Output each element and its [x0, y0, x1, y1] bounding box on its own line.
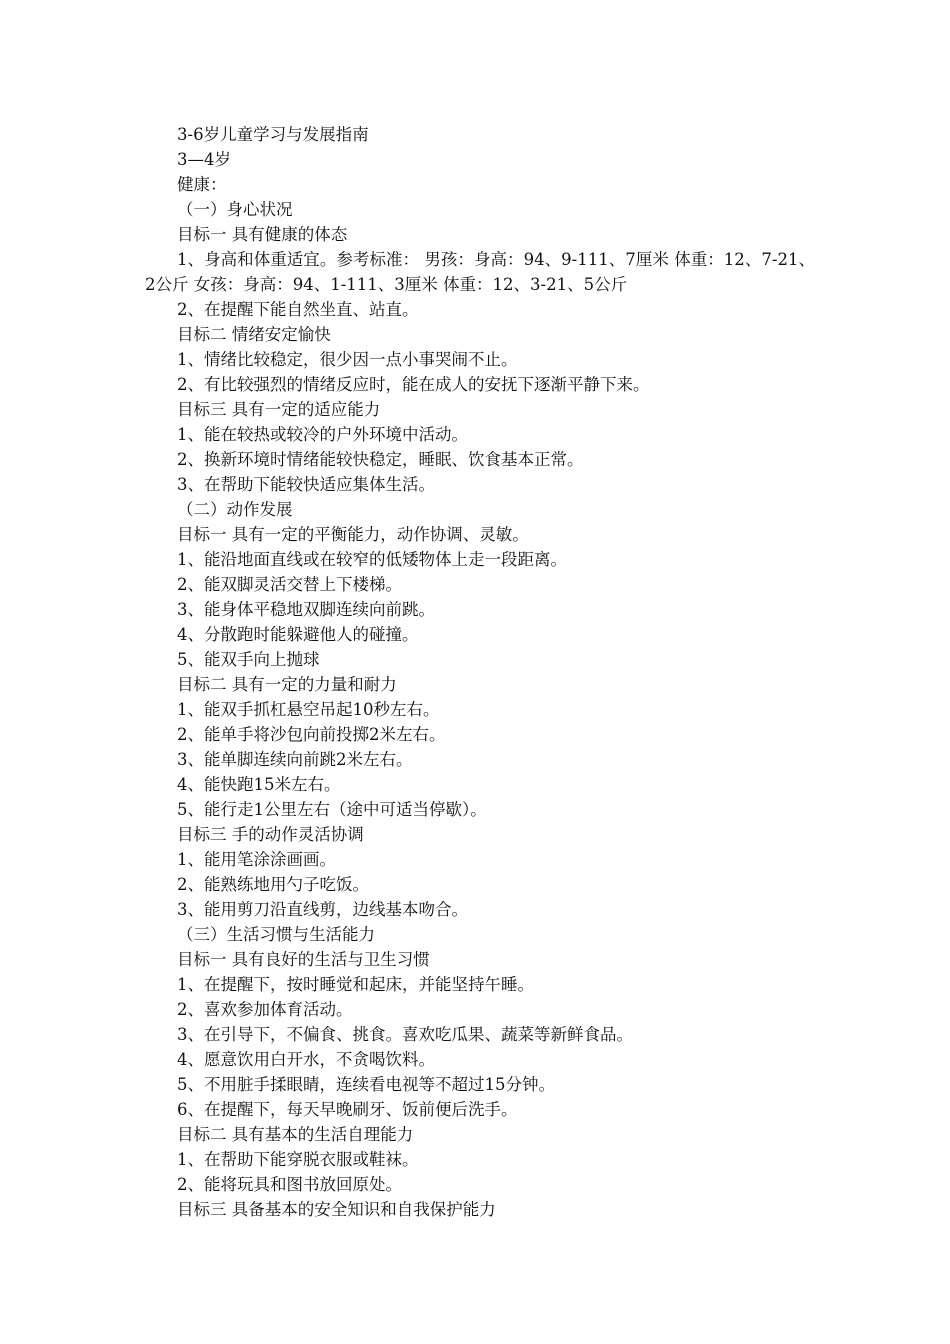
section-heading: （一）身心状况: [177, 200, 293, 219]
goal-heading: 目标一 具有一定的平衡能力，动作协调、灵敏。: [177, 525, 529, 544]
age-group-heading: 3—4岁: [177, 150, 231, 169]
section-heading: （二）动作发展: [177, 500, 293, 519]
goal-heading: 目标一 具有良好的生活与卫生习惯: [177, 950, 430, 969]
list-item: 1、情绪比较稳定，很少因一点小事哭闹不止。: [177, 350, 518, 369]
list-item: 6、在提醒下，每天早晚刷牙、饭前便后洗手。: [177, 1100, 518, 1119]
list-item: 4、愿意饮用白开水，不贪喝饮料。: [177, 1050, 435, 1069]
list-item: 2、能双脚灵活交替上下楼梯。: [177, 575, 402, 594]
list-item: 5、不用脏手揉眼睛，连续看电视等不超过15分钟。: [177, 1075, 555, 1094]
list-item: 1、身高和体重适宜。参考标准： 男孩：身高：94、9-111、7厘米 体重：12、7-21、2公斤 女孩：身高：94、1-111、3厘米 体重：12、3-21、5公斤: [145, 250, 815, 294]
list-item: 2、能单手将沙包向前投掷2米左右。: [177, 725, 446, 744]
list-item: 3、在引导下，不偏食、挑食。喜欢吃瓜果、蔬菜等新鲜食品。: [177, 1025, 633, 1044]
list-item: 4、分散跑时能躲避他人的碰撞。: [177, 625, 419, 644]
document-body: [145, 122, 815, 1222]
goal-heading: 目标一 具有健康的体态: [177, 225, 348, 244]
list-item: 2、有比较强烈的情绪反应时，能在成人的安抚下逐渐平静下来。: [177, 375, 650, 394]
goal-heading: 目标二 情绪安定愉快: [177, 325, 331, 344]
list-item: 2、能将玩具和图书放回原处。: [177, 1175, 402, 1194]
list-item: 1、能用笔涂涂画画。: [177, 850, 336, 869]
list-item: 5、能双手向上抛球: [177, 650, 320, 669]
list-item: 1、能在较热或较冷的户外环境中活动。: [177, 425, 468, 444]
domain-heading: 健康：: [177, 175, 227, 194]
list-item: 1、能沿地面直线或在较窄的低矮物体上走一段距离。: [177, 550, 567, 569]
goal-heading: 目标二 具有基本的生活自理能力: [177, 1125, 414, 1144]
list-item: 3、能用剪刀沿直线剪，边线基本吻合。: [177, 900, 468, 919]
goal-heading: 目标三 具备基本的安全知识和自我保护能力: [177, 1200, 496, 1219]
list-item: 3、在帮助下能较快适应集体生活。: [177, 475, 435, 494]
goal-heading: 目标三 具有一定的适应能力: [177, 400, 381, 419]
list-item: 5、能行走1公里左右（途中可适当停歇）。: [177, 800, 487, 819]
goal-heading: 目标三 手的动作灵活协调: [177, 825, 364, 844]
list-item: 2、换新环境时情绪能较快稳定，睡眠、饮食基本正常。: [177, 450, 584, 469]
document-title: 3-6岁儿童学习与发展指南: [177, 125, 369, 144]
goal-heading: 目标二 具有一定的力量和耐力: [177, 675, 397, 694]
list-item: 2、喜欢参加体育活动。: [177, 1000, 353, 1019]
section-heading: （三）生活习惯与生活能力: [177, 925, 375, 944]
list-item: 1、在提醒下，按时睡觉和起床，并能坚持午睡。: [177, 975, 534, 994]
list-item: 1、能双手抓杠悬空吊起10秒左右。: [177, 700, 440, 719]
list-item: 2、能熟练地用勺子吃饭。: [177, 875, 369, 894]
list-item: 4、能快跑15米左右。: [177, 775, 341, 794]
list-item: 3、能单脚连续向前跳2米左右。: [177, 750, 413, 769]
list-item: 1、在帮助下能穿脱衣服或鞋袜。: [177, 1150, 419, 1169]
list-item: 3、能身体平稳地双脚连续向前跳。: [177, 600, 435, 619]
list-item: 2、在提醒下能自然坐直、站直。: [177, 300, 419, 319]
